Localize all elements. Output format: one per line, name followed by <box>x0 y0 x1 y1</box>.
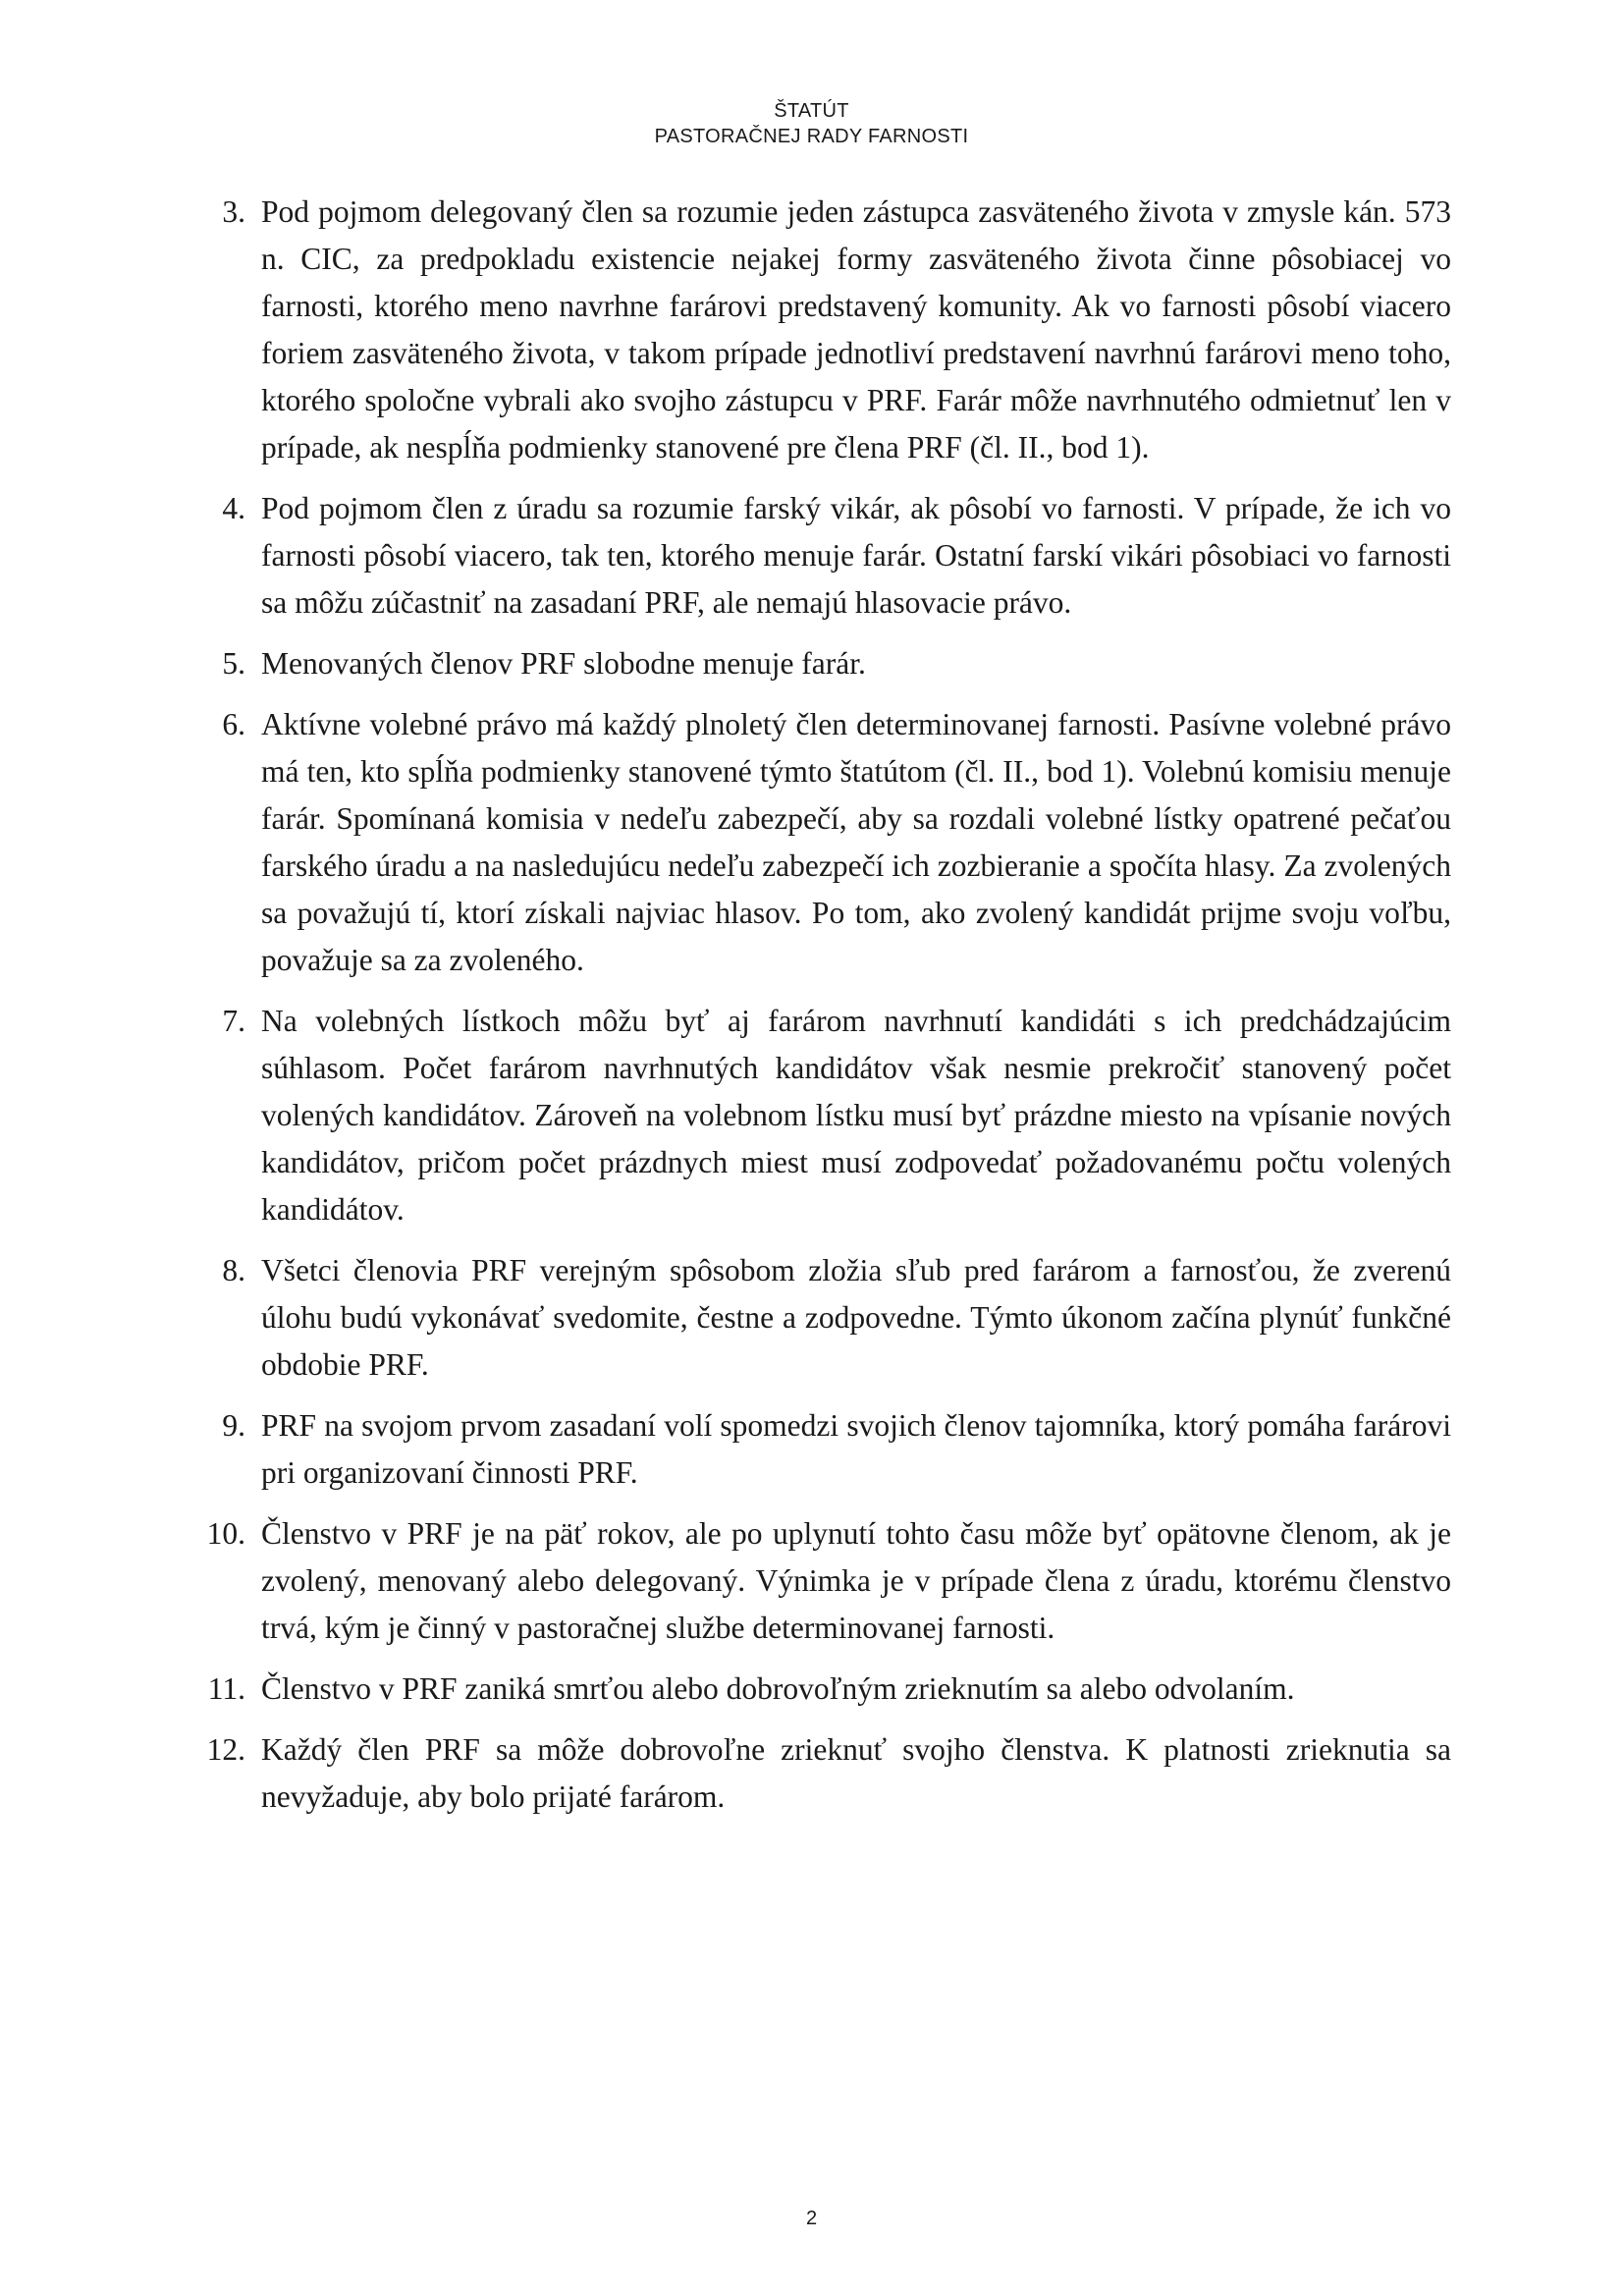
list-item <box>0 1402 1623 1497</box>
item-text: Každý člen PRF sa môže dobrovoľne zrieknuť svojho členstva. K platnosti zrieknutia sa nevyžaduje, aby bolo prijaté farárom. <box>261 1732 1451 1814</box>
list-item <box>0 1510 1623 1652</box>
item-text: Členstvo v PRF je na päť rokov, ale po uplynutí tohto času môže byť opätovne členom, ak je zvolený, menovaný alebo delegovaný. Výnimka je v prípade člena z úradu, ktorému členstvo trvá, kým je činný v pastoračnej službe determinovanej farnosti. <box>261 1516 1451 1645</box>
list-item <box>0 189 1623 471</box>
document-body <box>0 189 1623 1834</box>
item-text: Všetci členovia PRF verejným spôsobom zložia sľub pred farárom a farnosťou, že zverenú úlohu budú vykonávať svedomite, čestne a zodpovedne. Týmto úkonom začína plynúť funkčné obdobie PRF. <box>261 1253 1451 1382</box>
page-number: 2 <box>805 2208 818 2229</box>
list-item <box>0 1247 1623 1389</box>
item-number: 6. <box>222 707 245 741</box>
item-number: 7. <box>222 1004 245 1038</box>
item-text: Aktívne volebné právo má každý plnoletý člen determinovanej farnosti. Pasívne volebné právo má ten, kto spĺňa podmienky stanovené týmto štatútom (čl. II., bod 1). Volebnú komisiu menuje farár. Spomínaná komisia v nedeľu zabezpečí, aby sa rozdali volebné lístky opatrené pečaťou farského úradu a na nasledujúcu nedeľu zabezpečí ich zozbieranie a spočíta hlasy. Za zvolených sa považujú tí, ktorí získali najviac hlasov. Po tom, ako zvolený kandidát prijme svoju voľbu, považuje sa za zvoleného. <box>261 707 1451 977</box>
item-number: 12. <box>206 1732 245 1767</box>
item-number: 5. <box>222 646 245 681</box>
item-number: 3. <box>222 194 245 229</box>
header-subtitle: PASTORAČNEJ RADY FARNOSTI <box>654 126 969 147</box>
item-number: 9. <box>222 1408 245 1443</box>
item-text: Menovaných členov PRF slobodne menuje farár. <box>261 646 866 681</box>
list-item <box>0 1726 1623 1821</box>
item-text: Na volebných lístkoch môžu byť aj farárom navrhnutí kandidáti s ich predchádzajúcim súhlasom. Počet farárom navrhnutých kandidátov však nesmie prekročiť stanovený počet volených kandidátov. Zároveň na volebnom lístku musí byť prázdne miesto na vpísanie nových kandidátov, pričom počet prázdnych miest musí zodpovedať požadovanému počtu volených kandidátov. <box>261 1004 1451 1227</box>
item-text: PRF na svojom prvom zasadaní volí spomedzi svojich členov tajomníka, ktorý pomáha farárovi pri organizovaní činnosti PRF. <box>261 1408 1451 1490</box>
item-text: Členstvo v PRF zaniká smrťou alebo dobrovoľným zrieknutím sa alebo odvolaním. <box>261 1671 1295 1706</box>
item-text: Pod pojmom delegovaný člen sa rozumie jeden zástupca zasväteného života v zmysle kán. 573 n. CIC, za predpokladu existencie nejakej formy zasväteného života činne pôsobiacej vo farnosti, ktorého meno navrhne farárovi predstavený komunity. Ak vo farnosti pôsobí viacero foriem zasväteného života, v takom prípade jednotliví predstavení navrhnú farárovi meno toho, ktorého spoločne vybrali ako svojho zástupcu v PRF. Farár môže navrhnutého odmietnuť len v prípade, ak nespĺňa podmienky stanovené pre člena PRF (čl. II., bod 1). <box>261 194 1451 465</box>
item-number: 8. <box>222 1253 245 1287</box>
item-number: 4. <box>222 491 245 525</box>
header-title: ŠTATÚT <box>774 100 849 122</box>
document-header <box>0 98 1623 149</box>
item-number: 11. <box>207 1671 245 1706</box>
list-item <box>0 1666 1623 1713</box>
list-item <box>0 485 1623 627</box>
list-item <box>0 640 1623 687</box>
item-text: Pod pojmom člen z úradu sa rozumie farský vikár, ak pôsobí vo farnosti. V prípade, že ich vo farnosti pôsobí viacero, tak ten, ktorého menuje farár. Ostatní farskí vikári pôsobiaci vo farnosti sa môžu zúčastniť na zasadaní PRF, ale nemajú hlasovacie právo. <box>261 491 1451 620</box>
list-item <box>0 998 1623 1233</box>
list-item <box>0 701 1623 984</box>
item-number: 10. <box>206 1516 245 1551</box>
